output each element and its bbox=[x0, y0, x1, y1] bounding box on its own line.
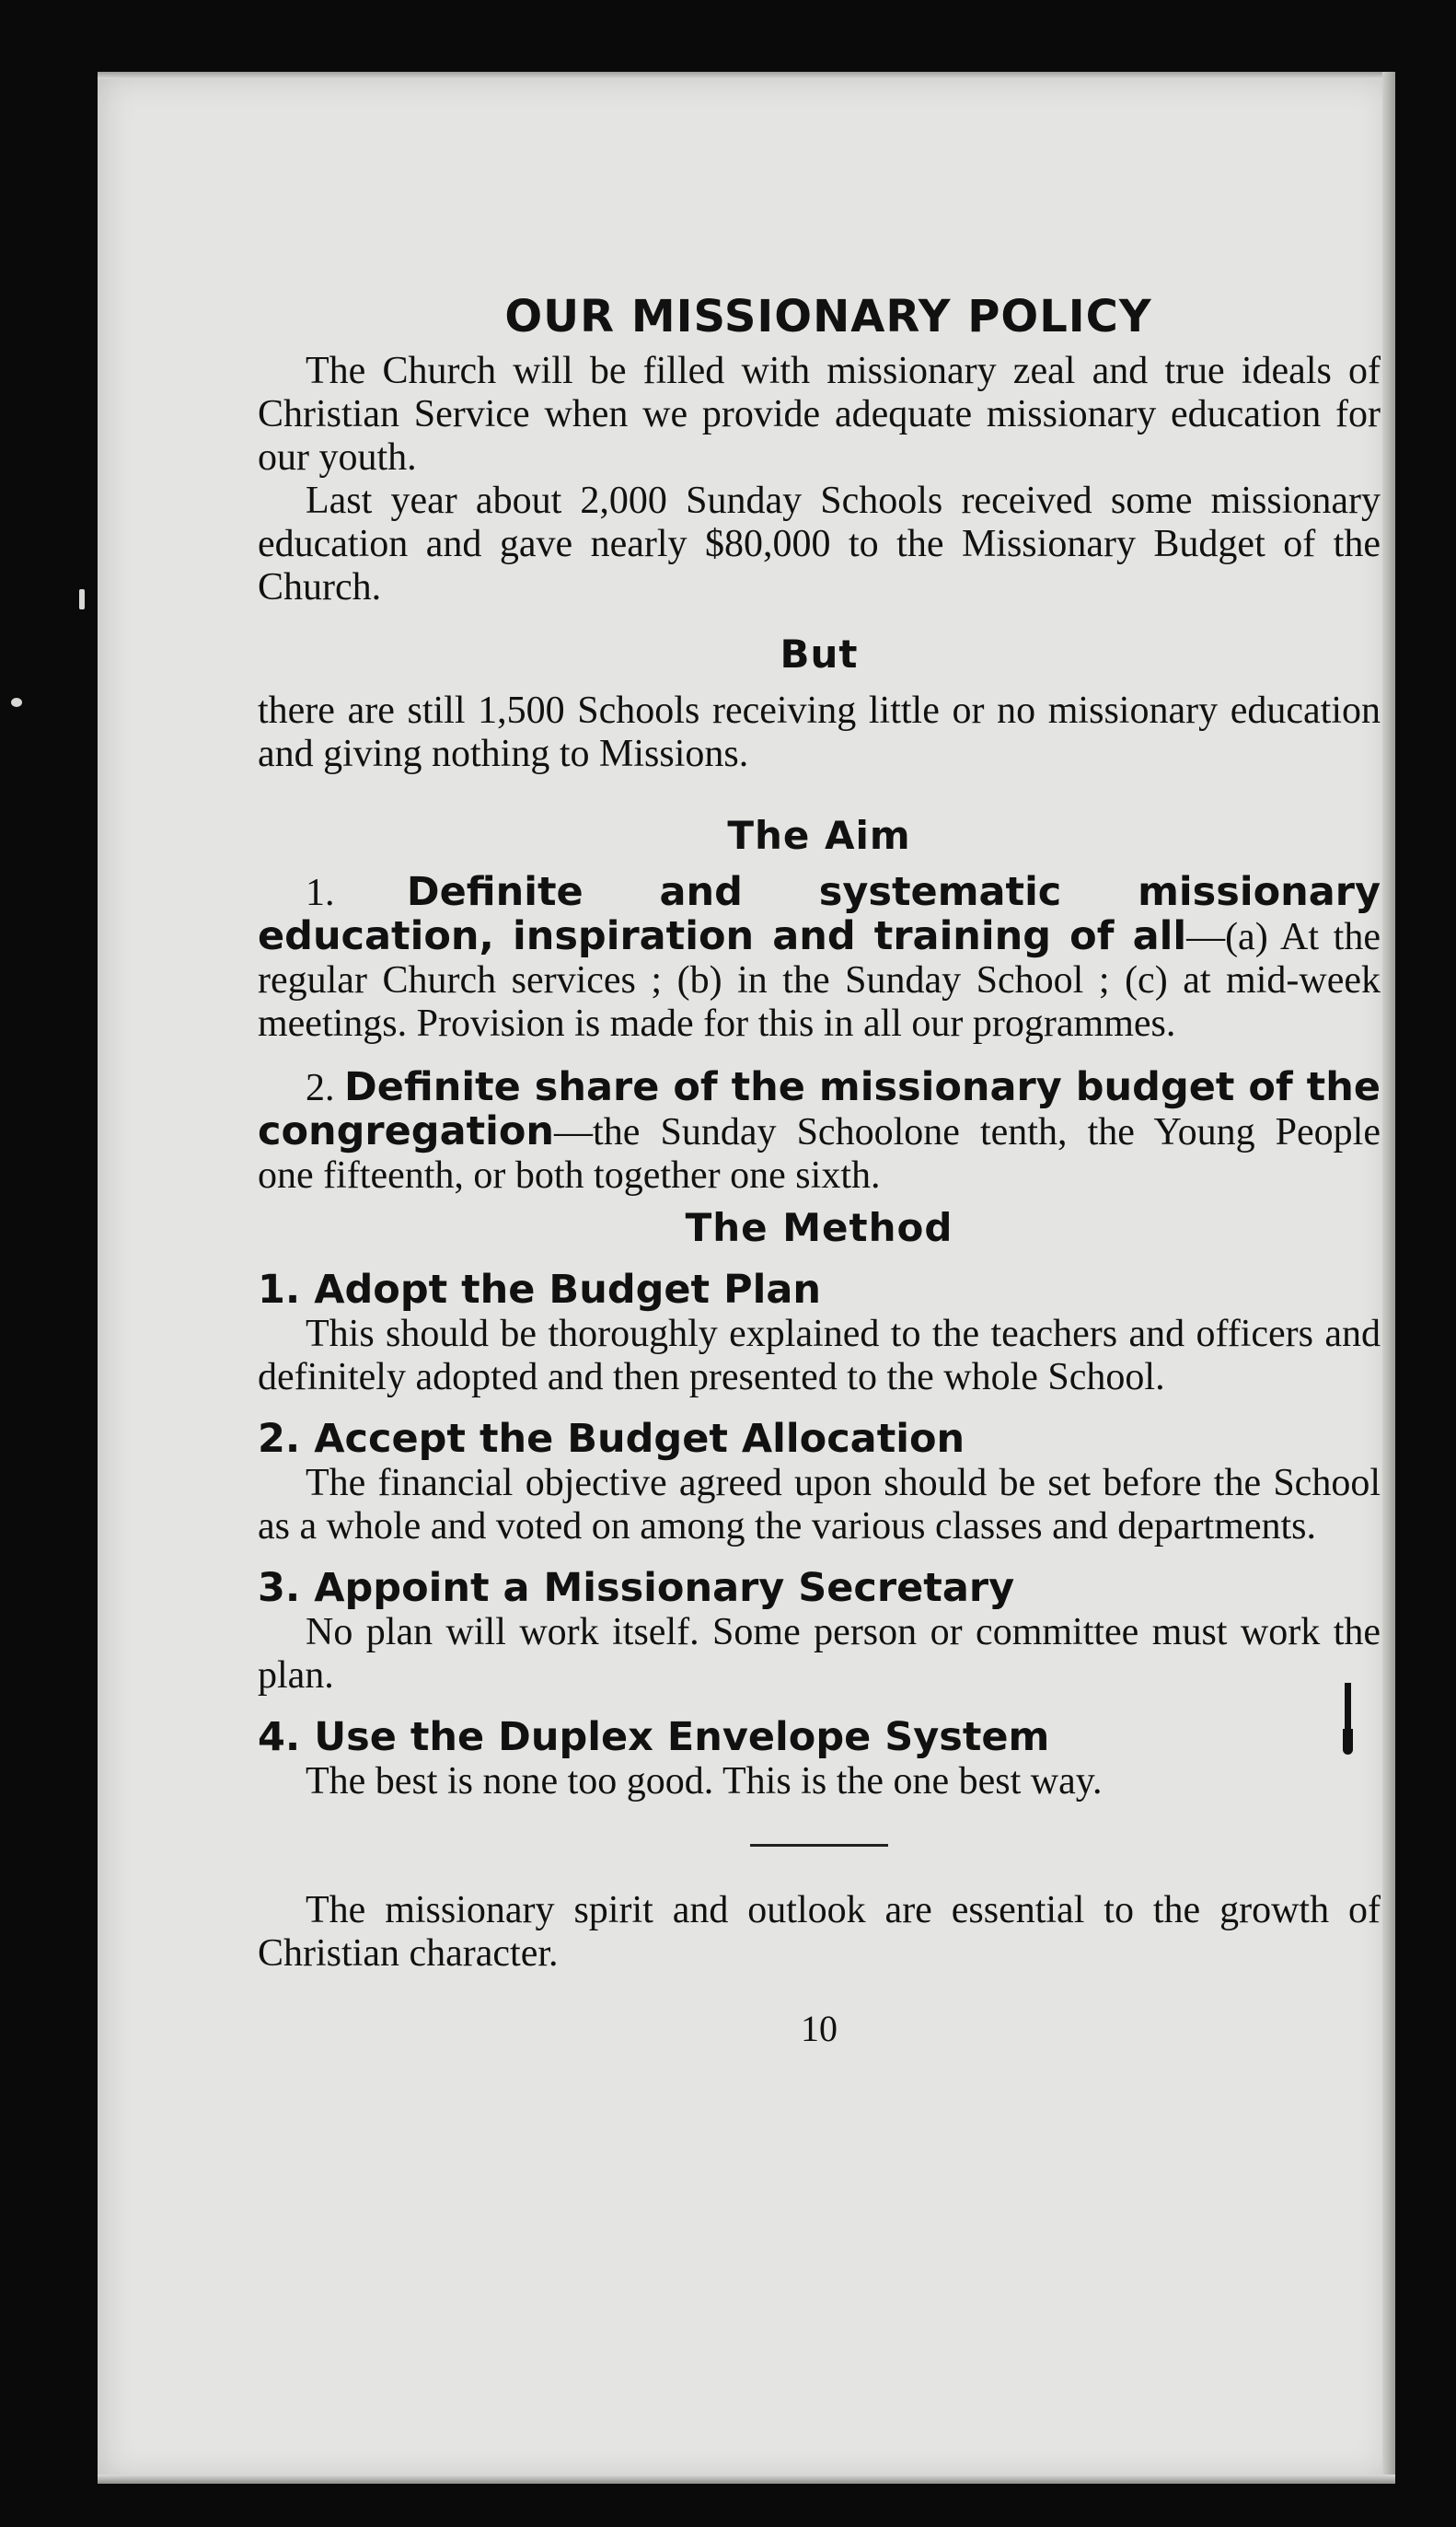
step-title: 4. Use the Duplex Envelope System bbox=[258, 1714, 1050, 1760]
step-body: The best is none too good. This is the one best way. bbox=[306, 1760, 1103, 1803]
closing-paragraph: The missionary spirit and outlook are essential to the growth of Christian character. bbox=[258, 1889, 1381, 1975]
step-body: This should be thoroughly explained to the teachers and officers and definitely adopted and then presented to the whole School. bbox=[258, 1313, 1381, 1398]
page-number: 10 bbox=[801, 2008, 838, 2049]
step-title: 1. Adopt the Budget Plan bbox=[258, 1267, 821, 1313]
aim-item-bold-text: Definite share of the missionary budget of the congregation bbox=[258, 1064, 1381, 1154]
aim-item-number: 1. bbox=[306, 872, 335, 914]
scan-speck bbox=[79, 589, 85, 609]
step-body: The financial objective agreed upon should be set before the School as a whole and voted on among the various classes and departments. bbox=[258, 1462, 1381, 1547]
method-step-2 bbox=[258, 1416, 1381, 1548]
but-paragraph: there are still 1,500 Schools receiving little or no missionary education and giving nothing to Missions. bbox=[258, 690, 1381, 775]
page-content bbox=[258, 210, 1381, 2050]
page-edge-top bbox=[98, 72, 1395, 79]
step-title: 3. Appoint a Missionary Secretary bbox=[258, 1565, 1015, 1611]
page-title: OUR MISSIONARY POLICY bbox=[504, 291, 1152, 342]
page-edge-bottom bbox=[98, 2475, 1395, 2484]
method-heading: The Method bbox=[685, 1205, 953, 1250]
step-title: 2. Accept the Budget Allocation bbox=[258, 1416, 965, 1462]
method-step-1 bbox=[258, 1267, 1381, 1399]
intro-paragraph-1: The Church will be filled with missionary zeal and true ideals of Christian Service when we provide adequate missionary education for our youth. bbox=[258, 350, 1381, 479]
scan-speck bbox=[11, 698, 22, 707]
page-edge-right bbox=[1382, 72, 1395, 2484]
aim-item-number: 2. bbox=[306, 1067, 335, 1109]
method-step-3 bbox=[258, 1565, 1381, 1698]
method-step-4 bbox=[258, 1714, 1381, 1803]
book-page bbox=[98, 72, 1395, 2484]
aim-item-text: —(a) At the regular Church services ; (b) in the Sunday School ; (c) at mid-week meetings. Provision is made for this in all our programmes. bbox=[258, 916, 1381, 1045]
aim-item-2 bbox=[258, 1066, 1381, 1198]
step-body: No plan will work itself. Some person or committee must work the plan. bbox=[258, 1611, 1381, 1697]
intro-paragraph-2: Last year about 2,000 Sunday Schools received some missionary education and gave nearly $80,000 to the Missionary Budget of the Church. bbox=[258, 480, 1381, 609]
but-heading: But bbox=[780, 632, 859, 677]
aim-item-bold-text: Definite and systematic missionary education, inspiration and training of all bbox=[258, 869, 1381, 959]
aim-item-text: —the Sunday Schoolone tenth, the Young People one fifteenth, or both together one sixth. bbox=[258, 1111, 1381, 1197]
aim-item-1 bbox=[258, 871, 1381, 1046]
section-divider bbox=[750, 1844, 888, 1847]
aim-heading: The Aim bbox=[727, 813, 911, 858]
binding-mark bbox=[1343, 1729, 1353, 1755]
